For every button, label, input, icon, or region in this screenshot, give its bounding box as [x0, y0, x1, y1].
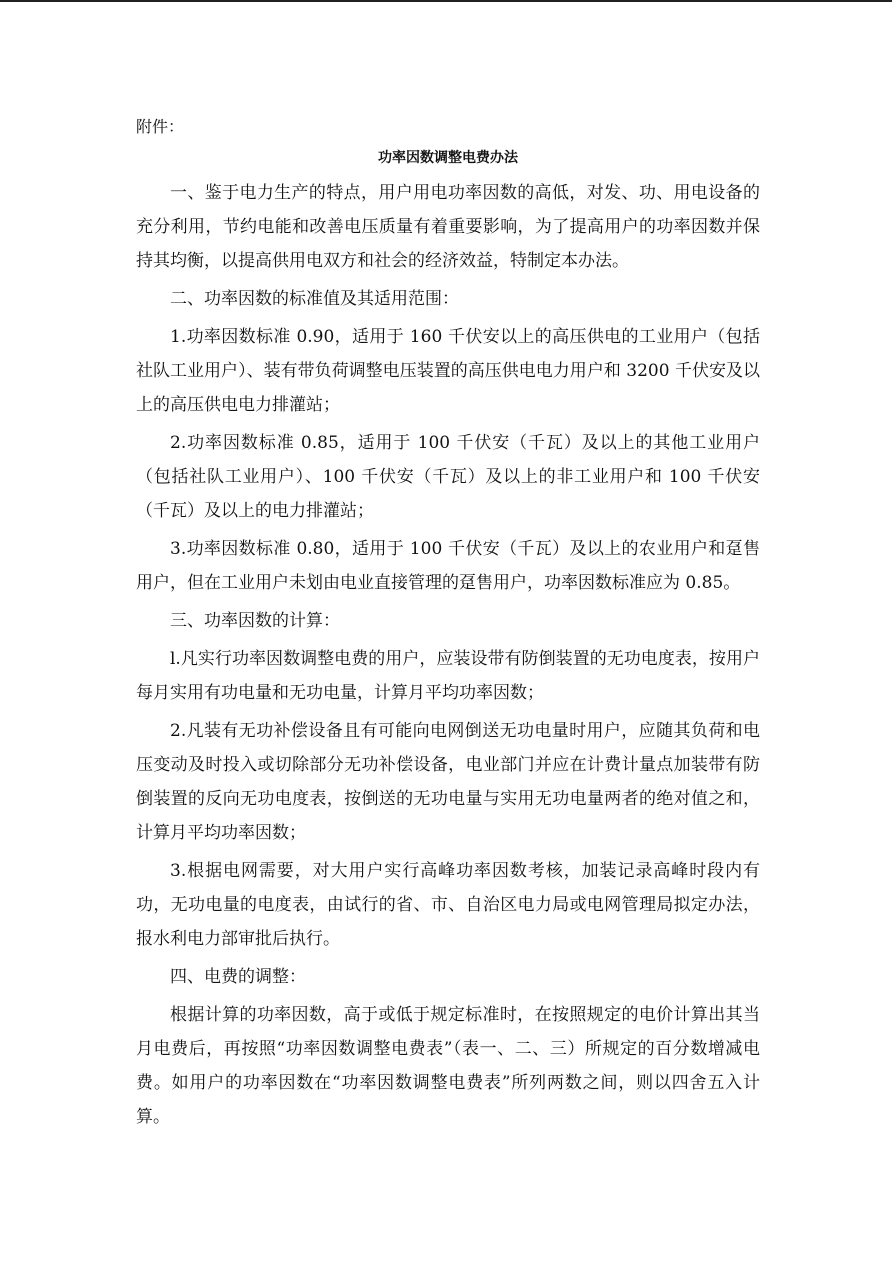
section-heading-standards: 二、功率因数的标准值及其适用范围： [170, 289, 459, 309]
paragraph-standard-085: 2.功率因数标准 0.85，适用于 100 千伏安（千瓦）及以上的其他工业用户（包括社队工业用户）、100 千伏安（千瓦）及以上的非工业用户和 100 千伏安（千瓦）及以上的电力排灌站； [136, 433, 760, 521]
paragraph-calculation-1: l.凡实行功率因数调整电费的用户，应装设带有防倒装置的无功电度表，按用户每月实用有功电量和无功电量，计算月平均功率因数； [136, 649, 760, 703]
document-page [136, 112, 760, 1138]
section-heading-adjustment: 四、电费的调整： [170, 967, 306, 987]
attachment-label: 附件： [136, 117, 185, 136]
page-top-border [0, 0, 892, 2]
paragraph-purpose: 一、鉴于电力生产的特点，用户用电功率因数的高低，对发、功、用电设备的充分利用，节约电能和改善电压质量有着重要影响，为了提高用户的功率因数并保持其均衡，以提高供用电双方和社会的经济效益，特制定本办法。 [136, 183, 760, 271]
section-heading-calculation: 三、功率因数的计算： [170, 611, 340, 631]
paragraph-standard-090: 1.功率因数标准 0.90，适用于 160 千伏安以上的高压供电的工业用户（包括社队工业用户）、装有带负荷调整电压装置的高压供电电力用户和 3200 千伏安及以上的高压供电电力排灌站； [136, 327, 760, 415]
paragraph-calculation-3: 3.根据电网需要，对大用户实行高峰功率因数考核，加装记录高峰时段内有功，无功电量的电度表，由试行的省、市、自治区电力局或电网管理局拟定办法，报水利电力部审批后执行。 [136, 861, 760, 949]
paragraph-standard-080: 3.功率因数标准 0.80，适用于 100 千伏安（千瓦）及以上的农业用户和趸售用户，但在工业用户未划由电业直接管理的趸售用户，功率因数标准应为 0.85。 [136, 539, 760, 593]
paragraph-calculation-2: 2.凡装有无功补偿设备且有可能向电网倒送无功电量时用户，应随其负荷和电压变动及时投入或切除部分无功补偿设备，电业部门并应在计费计量点加装带有防倒装置的反向无功电度表，按倒送的无功电量与实用无功电量两者的绝对值之和，计算月平均功率因数； [136, 721, 760, 843]
document-title: 功率因数调整电费办法 [378, 150, 518, 166]
paragraph-adjustment: 根据计算的功率因数，高于或低于规定标准时，在按照规定的电价计算出其当月电费后，再按照“功率因数调整电费表”（表一、二、三）所规定的百分数增减电费。如用户的功率因数在“功率因数调整电费表”所列两数之间，则以四舍五入计算。 [136, 1005, 760, 1127]
